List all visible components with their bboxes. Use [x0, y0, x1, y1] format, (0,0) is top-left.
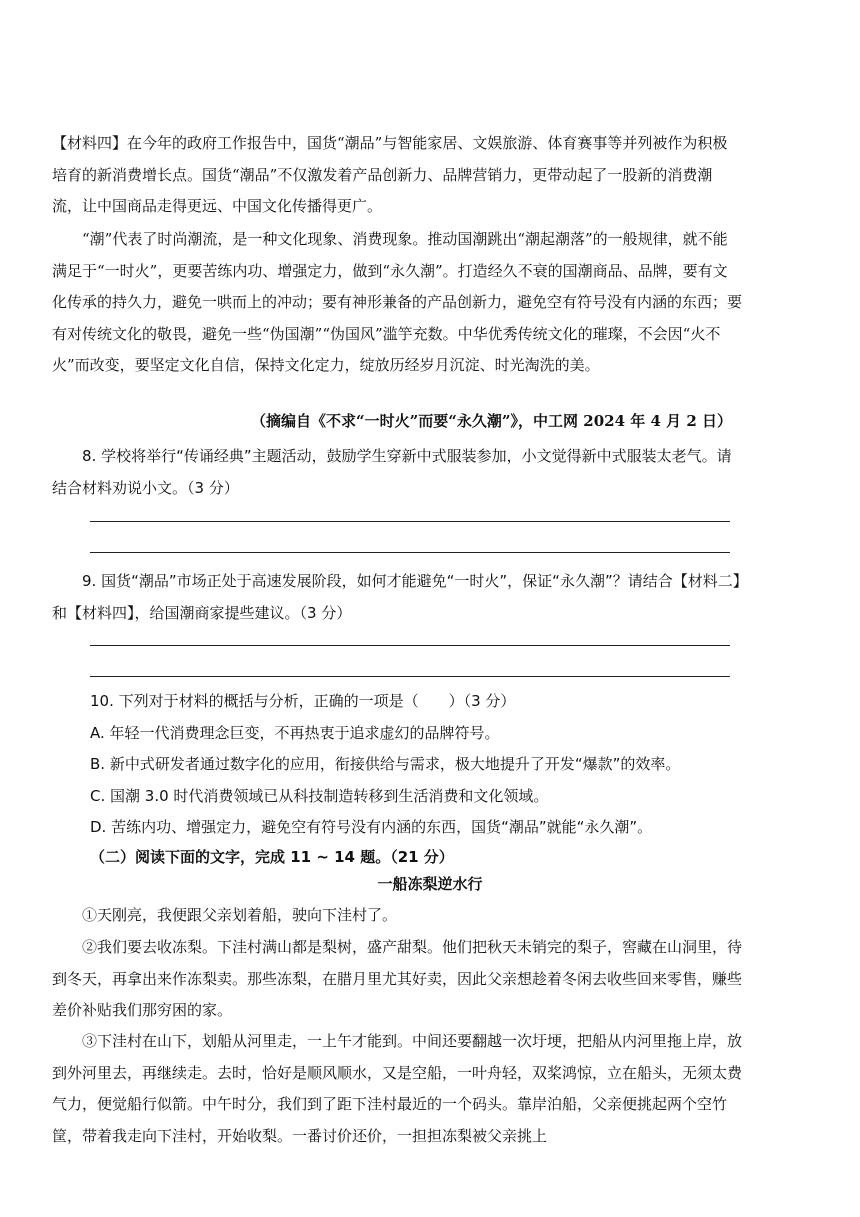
option-a: A. 年轻一代消费理念巨变，不再热衷于追求虚幻的品牌符号。: [90, 723, 500, 742]
answer-line-9-1[interactable]: [90, 645, 730, 646]
question-9: 9. 国货“潮品”市场正处于高速发展阶段，如何才能避免“一时火”，保证“永久潮”？请结合【材料二】和【材料四】，给国潮商家提些建议。（3 分）: [52, 572, 741, 622]
section-2-heading: （二）阅读下面的文字，完成 11 ~ 14 题。（21 分）: [90, 848, 454, 866]
option-b: B. 新中式研发者通过数字化的应用，衔接供给与需求，极大地提升了开发“爆款”的效率。: [90, 755, 681, 773]
question-8: 8. 学校将举行“传诵经典”主题活动，鼓励学生穿新中式服装参加，小文觉得新中式服装太老气。请结合材料劝说小文。（3 分）: [52, 447, 732, 497]
story-paragraph-3: ③下洼村在山下，划船从河里走，一上午才能到。中间还要翻越一次圩埂，把船从内河里拖上岸，放到外河里去，再继续走。去时，恰好是顺风顺水，又是空船，一叶舟轻，双桨鸿惊，立在船头，无须太费气力，便觉船行似箭。中午时分，我们到了距下洼村最近的一个码头。靠岸泊船，父亲便挑起两个空竹筐，带着我走向下洼村，开始收梨。一番讨价还价，一担担冻梨被父亲挑上: [52, 1032, 743, 1145]
answer-line-8-1[interactable]: [90, 521, 730, 522]
material4-source: （摘编自《不求“一时火”而要“永久潮”》，中工网 2024 年 4 月 2 日）: [251, 412, 732, 430]
story-paragraph-1: ①天刚亮，我便跟父亲划着船，驶向下洼村了。: [82, 906, 398, 924]
material4-paragraph-1: 【材料四】在今年的政府工作报告中，国货“潮品”与智能家居、文娱旅游、体育赛事等并列被作为积极培育的新消费增长点。国货“潮品”不仅激发着产品创新力、品牌营销力，更带动起了一股新的消费潮流，让中国商品走得更远、中国文化传播得更广。: [52, 134, 728, 215]
story-paragraph-2: ②我们要去收冻梨。下洼村满山都是梨树，盛产甜梨。他们把秋天未销完的梨子，窖藏在山洞里，待到冬天，再拿出来作冻梨卖。那些冻梨，在腊月里尤其好卖，因此父亲想趁着冬闲去收些回来零售，赚些差价补贴我们那穷困的家。: [52, 938, 743, 1019]
question-10: [90, 686, 740, 844]
question-10-stem: 10. 下列对于材料的概括与分析，正确的一项是（ ）（3 分）: [90, 692, 516, 710]
answer-line-8-2[interactable]: [90, 552, 730, 553]
story-title: 一船冻梨逆水行: [377, 875, 483, 893]
answer-line-9-2[interactable]: [90, 676, 730, 677]
option-d: D. 苦练内功、增强定力，避免空有符号没有内涵的东西，国货“潮品”就能“永久潮”。: [90, 818, 653, 836]
option-c: C. 国潮 3.0 时代消费领域已从科技制造转移到生活消费和文化领域。: [90, 786, 549, 805]
material4-paragraph-2: “潮”代表了时尚潮流，是一种文化现象、消费现象。推动国潮跳出“潮起潮落”的一般规律，就不能满足于“一时火”，更要苦练内功、增强定力，做到“永久潮”。打造经久不衰的国潮商品、品牌，要有文化传承的持久力，避免一哄而上的冲动；要有神形兼备的产品创新力，避免空有符号没有内涵的东西；要有对传统文化的敬畏，避免一些“伪国潮”“伪国风”滥竽充数。中华优秀传统文化的璀璨，不会因“火不火”而改变，要坚定文化自信，保持文化定力，绽放历经岁月沉淀、时光淘洗的美。: [52, 230, 743, 374]
